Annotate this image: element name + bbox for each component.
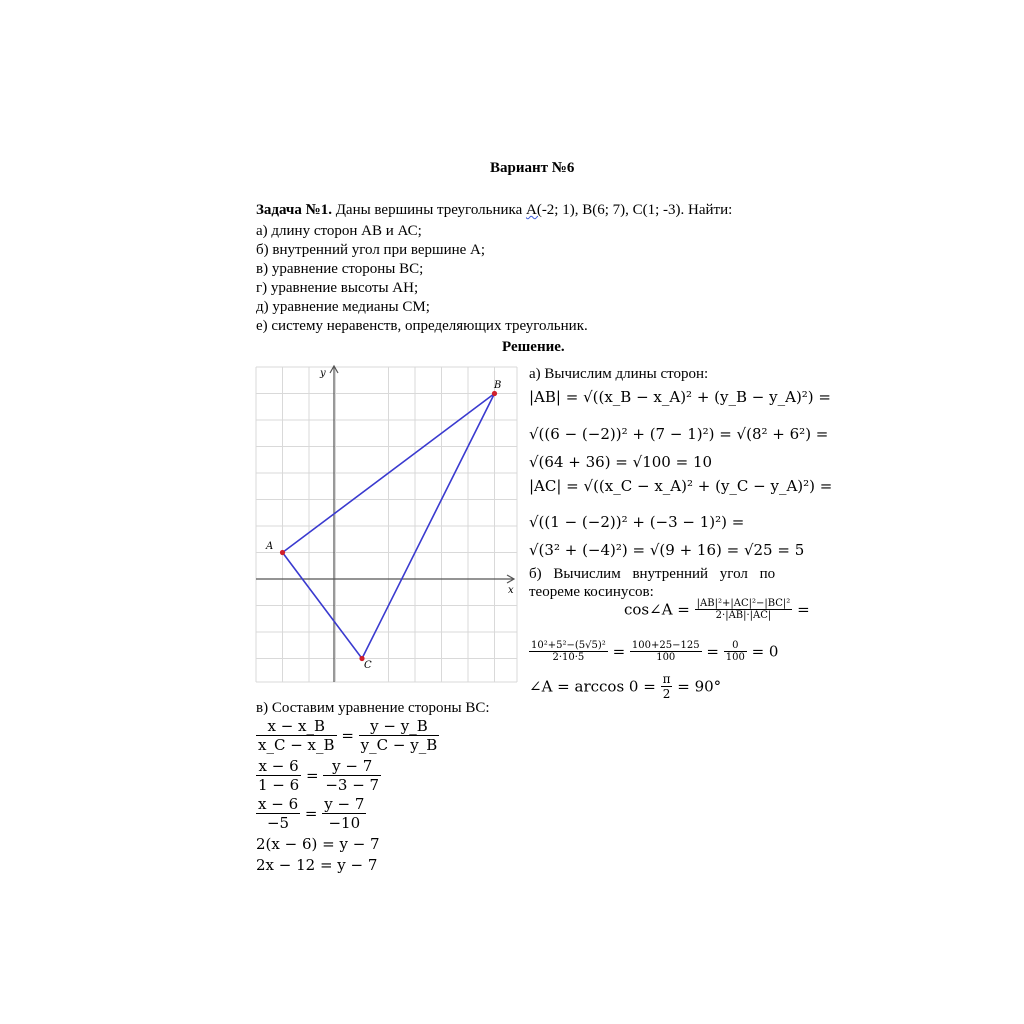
task-item: в) уравнение стороны ВС; xyxy=(256,261,424,277)
part-a-line: √((1 − (−2))² + (−3 − 1)²) = xyxy=(529,513,745,531)
eq3-left-num: x − 6 xyxy=(258,795,299,813)
task-text-a: Даны вершины треугольника xyxy=(335,202,526,218)
bc-equation-5: 2x − 12 = y − 7 xyxy=(256,856,378,874)
task-statement xyxy=(256,202,732,219)
task-item: г) уравнение высоты АН; xyxy=(256,280,419,296)
part-a-line: √(64 + 36) = √100 = 10 xyxy=(529,453,713,471)
part-a-line: √((6 − (−2))² + (7 − 1)²) = √(8² + 6²) = xyxy=(529,425,829,443)
cos-lhs: cos∠A = xyxy=(624,600,690,619)
result-tail: = 0 xyxy=(751,642,779,661)
part-a-line: |AB| = √((x_B − x_A)² + (y_B − y_A)²) = xyxy=(529,388,831,406)
pi-den: 2 xyxy=(662,687,671,701)
cos-fraction xyxy=(695,598,793,621)
eq1-left-num: x − x_B xyxy=(256,717,337,736)
eq1-right-den: y_C − y_B xyxy=(360,736,438,754)
point-c-label: C xyxy=(364,660,372,671)
task-item: е) систему неравенств, определяющих треугольник. xyxy=(256,318,588,334)
eq-sign: = xyxy=(304,804,318,823)
page-title: Вариант №6 xyxy=(490,160,575,176)
eq-sign: = xyxy=(341,726,354,745)
point-a xyxy=(280,550,285,555)
fraction-2-den: 100 xyxy=(656,652,676,663)
y-axis-label: y xyxy=(320,368,326,379)
x-axis-label: x xyxy=(508,585,514,596)
eq1-left-den: x_C − x_B xyxy=(258,736,335,754)
part-b-heading-2: теореме косинусов: xyxy=(529,584,654,600)
part-a-line: |AC| = √((x_C − x_A)² + (y_C − y_A)²) = xyxy=(529,477,833,495)
point-b-label: B xyxy=(494,380,502,391)
task-label: Задача №1. xyxy=(256,202,332,218)
task-item: д) уравнение медианы СМ; xyxy=(256,299,430,315)
task-text-b: -2; 1), В(6; 7), С(1; -3). Найти: xyxy=(541,202,733,218)
part-c-heading: в) Составим уравнение стороны ВС: xyxy=(256,700,490,716)
bc-equation-2 xyxy=(256,757,381,794)
solution-heading: Решение. xyxy=(502,339,565,355)
task-items xyxy=(256,222,588,336)
fraction-2 xyxy=(630,640,702,663)
fraction-1-num: 10²+5²−(5√5)² xyxy=(531,640,606,651)
fraction-1-den: 2·10·5 xyxy=(552,652,585,663)
angle-lhs: ∠A = arccos 0 = xyxy=(529,677,656,696)
bc-equation-3 xyxy=(256,795,366,832)
eq-sign: = xyxy=(612,642,626,661)
cos-denominator: 2·|AB|·|AC| xyxy=(715,610,772,621)
eq2-left-den: 1 − 6 xyxy=(258,776,300,794)
cos-eq: = xyxy=(797,600,810,619)
fraction-2-num: 100+25−125 xyxy=(631,640,700,651)
eq3-right-num: y − 7 xyxy=(324,795,365,813)
angle-result xyxy=(529,672,721,701)
cos-calculation xyxy=(529,640,778,663)
task-item: б) внутренний угол при вершине А; xyxy=(256,242,486,258)
eq2-left-num: x − 6 xyxy=(256,757,301,776)
eq1-right-num: y − y_B xyxy=(359,717,440,736)
part-b-heading-1: б) Вычислим внутренний угол по xyxy=(529,566,776,582)
part-a-heading: а) Вычислим длины сторон: xyxy=(529,366,709,382)
axes xyxy=(256,366,514,682)
part-a-line: √(3² + (−4)²) = √(9 + 16) = √25 = 5 xyxy=(529,541,805,559)
pi-fraction xyxy=(661,672,673,701)
eq-sign: = xyxy=(706,642,719,661)
coordinate-graph xyxy=(254,362,520,686)
pi-num: π xyxy=(662,672,671,686)
grid xyxy=(256,367,517,682)
fraction-3-den: 100 xyxy=(725,652,745,663)
fraction-3-num: 0 xyxy=(724,640,747,652)
eq3-left-den: −5 xyxy=(266,814,290,832)
eq3-right-den: −10 xyxy=(328,814,361,832)
cos-formula xyxy=(624,598,810,621)
angle-tail: = 90° xyxy=(677,677,722,696)
bc-equation-4: 2(x − 6) = y − 7 xyxy=(256,835,380,853)
task-item: а) длину сторон АВ и АС; xyxy=(256,223,422,239)
point-b xyxy=(492,391,497,396)
cos-numerator: |AB|²+|AC|²−|BC|² xyxy=(696,598,791,609)
bc-equation-1 xyxy=(256,717,439,754)
eq-sign: = xyxy=(305,766,319,785)
fraction-1 xyxy=(529,640,608,663)
eq2-right-num: y − 7 xyxy=(323,757,381,776)
task-text-underlined: А( xyxy=(525,202,542,218)
eq2-right-den: −3 − 7 xyxy=(325,776,380,794)
fraction-3 xyxy=(724,640,747,663)
point-a-label: A xyxy=(266,541,274,552)
